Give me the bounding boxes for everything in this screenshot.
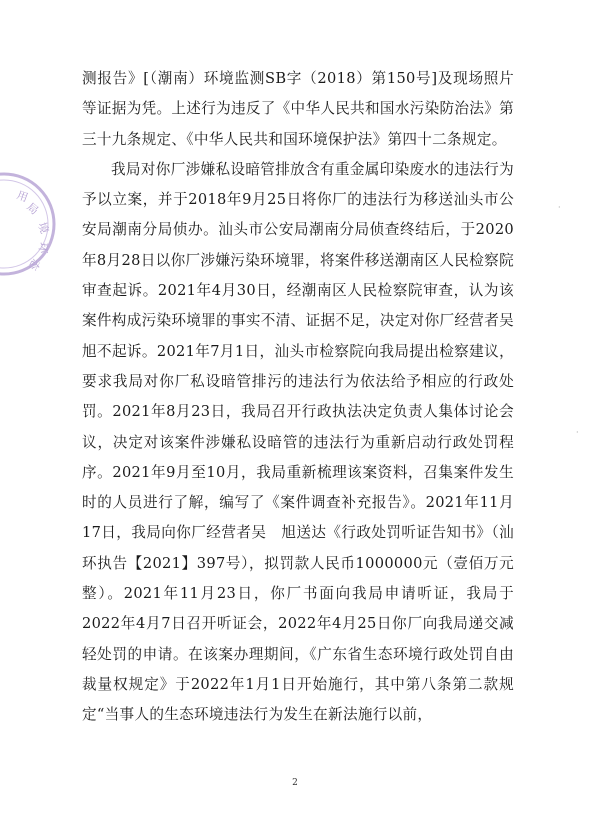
scan-speck: · bbox=[576, 428, 579, 437]
svg-text:环: 环 bbox=[36, 241, 50, 254]
document-body bbox=[82, 64, 529, 731]
official-seal-stamp bbox=[0, 168, 60, 280]
page-number: 2 bbox=[292, 778, 298, 788]
svg-text:用: 用 bbox=[14, 188, 30, 205]
svg-text:境: 境 bbox=[35, 220, 52, 236]
paragraph-evidence-violation: 测报告》[（潮南）环境监测SB字（2018）第150号]及现场照片等证据为凭。上述行为违反了《中华人民共和国水污染防治法》第三十九条规定、《中华人民共和国环境保护法》第四十二条规定。 bbox=[82, 70, 514, 148]
svg-text:态: 态 bbox=[25, 256, 43, 273]
svg-text:局: 局 bbox=[24, 200, 41, 218]
paragraph-case-handling: 我局对你厂涉嫌私设暗管排放含有重金属印染废水的违法行为予以立案，并于2018年9月25日将你厂的违法行为移送汕头市公安局潮南分局侦办。汕头市公安局潮南分局侦查终结后，于2020年8月28日以你厂涉嫌污染环境罪，将案件移送潮南区人民检察院审查起诉。2021年4月30日，经潮南区人民检察院审查，认为该案件构成污染环境罪的事实不清、证据不足，决定对你厂经营者吴 旭不起诉。2021年7月1日，汕头市检察院向我局提出检察建议，要求我局对你厂私设暗管排污的违法行为依法给予相应的行政处罚。2021年8月23日，我局召开行政执法决定负责人集体讨论会议，决定对该案件涉嫌私设暗管的违法行为重新启动行政处罚程序。2021年9月至10月，我局重新梳理该案资料，召集案件发生时的人员进行了解，编写了《案件调查补充报告》。2021年11月17日，我局向你厂经营者吴 旭送达《行政处罚听证告知书》（汕环执告【2021】397号），拟罚款人民币1000000元（壹佰万元整）。2021年11月23日，你厂书面向我局申请听证，我局于2022年4月7日召开听证会，2022年4月25日你厂向我局递交减轻处罚的申请。在该案办理期间，《广东省生态环境行政处罚自由裁量权规定》于2022年1月1日开始施行，其中第八条第二款规定“当事人的生态环境违法行为发生在新法施行以前， bbox=[82, 160, 529, 724]
scan-speck: · bbox=[558, 203, 561, 212]
